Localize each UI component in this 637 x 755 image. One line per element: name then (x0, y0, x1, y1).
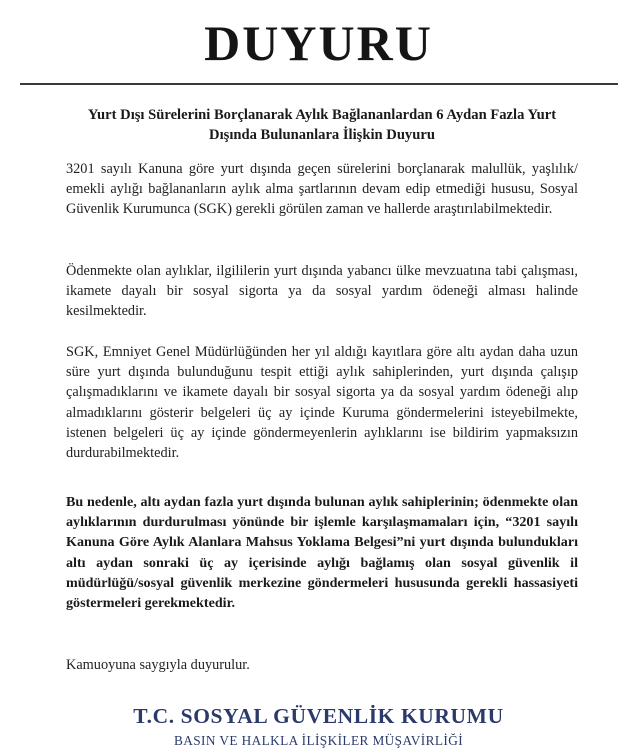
department-name: BASIN VE HALKLA İLİŞKİLER MÜŞAVİRLİĞİ (173, 733, 464, 748)
title-divider (20, 83, 618, 85)
organization-name: T.C. SOSYAL GÜVENLİK KURUMU (133, 704, 504, 728)
paragraph-sgk-procedure: SGK, Emniyet Genel Müdürlüğünden her yıl aldığı kayıtlara göre altı aydan daha uzun süre yurt dışında bulunduğunu tespit ettiği aylık sahiplerinden, yurt dışında çalışıp çalışmadıklarını ve ikamete dayalı bir sosyal sigorta ya da sosyal yardım ödeneği alıp almadıklarını gösterir belgeleri üç ay içinde Kuruma göndermelerini isteyebilmekte, istenen belgeleri üç ay içinde göndermeyenlerin aylıklarını ise bildirim yapmaksızın durdurabilmektedir. (66, 344, 578, 462)
paragraph-requirement: Bu nedenle, altı aydan fazla yurt dışında bulunan aylık sahiplerinin; ödenmekte olan aylıklarının durdurulması yönünde bir işlemle karşılaşmamaları için, “3201 sayılı Kanuna Göre Aylık Alanlara Mahsus Yoklama Belgesi”ni yurt dışında bulundukları altı aydan sonraki üç ay içerisinde aylığı bağlamış olan sosyal güvenlik il müdürlüğü/sosyal güvenlik merkezine göndermeleri hususunda gerekli hassasiyeti göstermeleri gerekmektedir. (66, 494, 578, 612)
page-title: DUYURU (204, 15, 433, 71)
paragraph-legal-basis: 3201 sayılı Kanuna göre yurt dışında geçen sürelerini borçlanarak malullük, yaşlılık/ emekli aylığı bağlananların aylık alma şartlarının devam edip etmediği hususu, Sosyal Güvenlik Kurumunca (SGK) gerekli görülen zaman ve hallerde araştırılabilmektedir. (66, 161, 578, 218)
paragraph-suspension: Ödenmekte olan aylıklar, ilgililerin yurt dışında yabancı ülke mevzuatına tabi çalışması, ikamete dayalı bir sosyal sigorta ya da sosyal yardım ödeneği alması halinde kesilmektedir. (66, 263, 578, 320)
notice-subtitle: Yurt Dışı Sürelerini Borçlanarak Aylık Bağlananlardan 6 Aydan Fazla Yurt Dışında Bulunanlara İlişkin Duyuru (87, 107, 557, 143)
paragraph-closing: Kamuoyuna saygıyla duyurulur. (66, 657, 250, 673)
